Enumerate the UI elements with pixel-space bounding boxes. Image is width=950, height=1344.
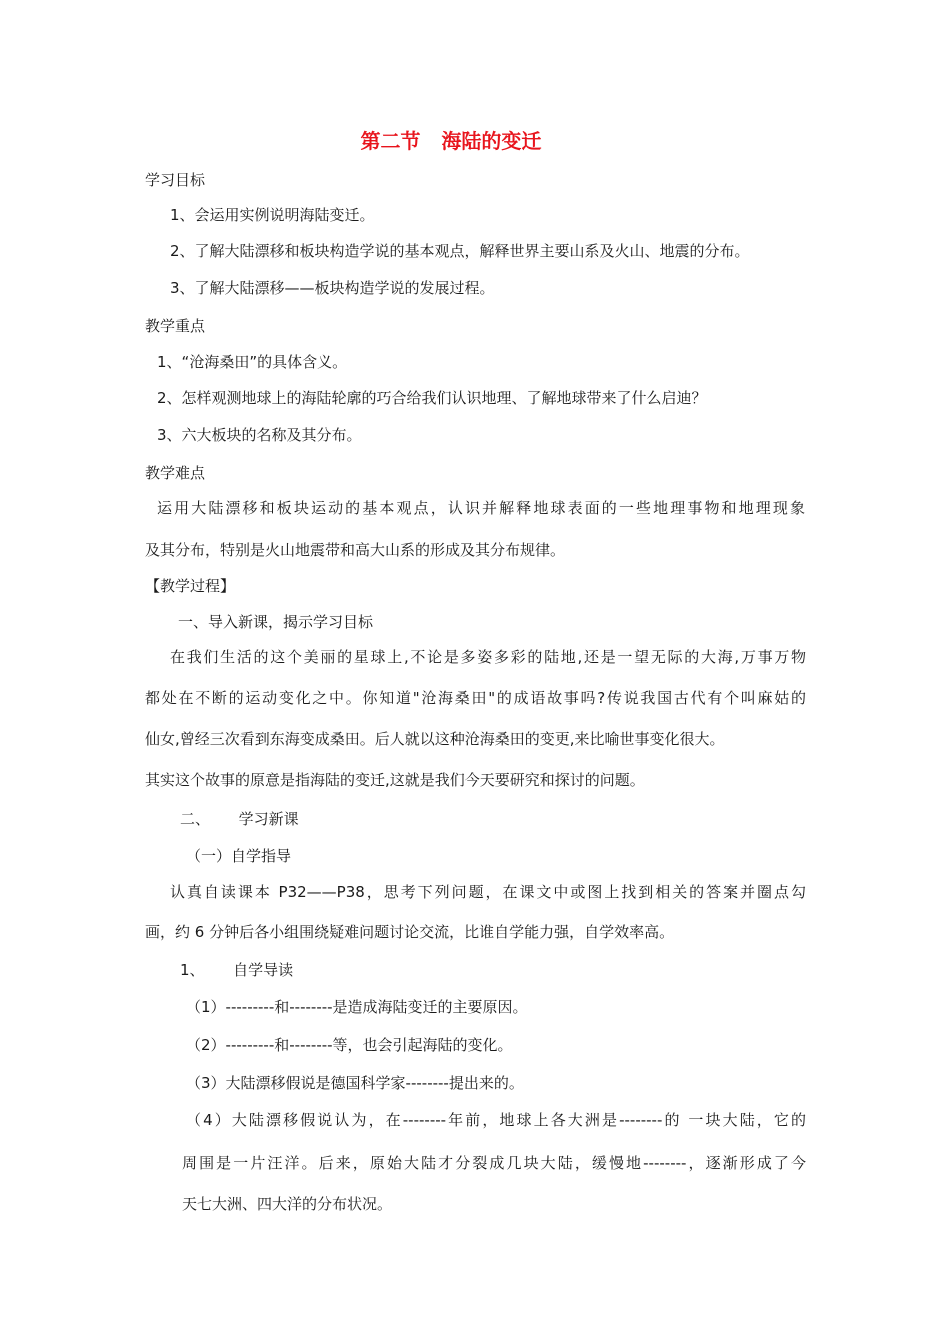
section1-heading: 一、导入新课，揭示学习目标 bbox=[178, 613, 374, 631]
key-point-item-2: 2、怎样观测地球上的海陆轮廓的巧合给我们认识地理、了解地球带来了什么启迪？ bbox=[157, 389, 707, 407]
self-study-heading: （一）自学指导 bbox=[186, 847, 292, 865]
self-study-line-1: 认真自读课本 P32——P38，思考下列问题，在课文中或图上找到相关的答案并圈点勾 bbox=[170, 883, 806, 901]
reading-guide-heading: 1、 自学导读 bbox=[180, 961, 294, 979]
section2-heading: 二、 学习新课 bbox=[180, 810, 299, 828]
question-1: （1）---------和--------是造成海陆变迁的主要原因。 bbox=[186, 998, 528, 1016]
objective-item-1: 1、会运用实例说明海陆变迁。 bbox=[170, 206, 375, 224]
process-heading: 【教学过程】 bbox=[145, 577, 236, 595]
key-point-item-3: 3、六大板块的名称及其分布。 bbox=[157, 426, 362, 444]
objective-item-3: 3、了解大陆漂移——板块构造学说的发展过程。 bbox=[170, 279, 495, 297]
section1-line-1: 在我们生活的这个美丽的星球上,不论是多姿多彩的陆地,还是一望无际的大海,万事万物 bbox=[170, 648, 806, 666]
objective-item-2: 2、了解大陆漂移和板块构造学说的基本观点，解释世界主要山系及火山、地震的分布。 bbox=[170, 242, 750, 260]
difficulties-heading: 教学难点 bbox=[145, 464, 206, 482]
section1-line-3: 仙女,曾经三次看到东海变成桑田。后人就以这种沧海桑田的变更,来比喻世事变化很大。 bbox=[145, 730, 725, 748]
self-study-line-2: 画，约 6 分钟后各小组围绕疑难问题讨论交流，比谁自学能力强，自学效率高。 bbox=[145, 923, 675, 941]
question-4-line-3: 天七大洲、四大洋的分布状况。 bbox=[182, 1195, 393, 1213]
question-3: （3）大陆漂移假说是德国科学家--------提出来的。 bbox=[186, 1074, 524, 1092]
objectives-heading: 学习目标 bbox=[145, 171, 206, 189]
question-4: （4）大陆漂移假说认为，在--------年前，地球上各大洲是--------的 一块大陆，它的 bbox=[186, 1111, 806, 1129]
question-2: （2）---------和--------等，也会引起海陆的变化。 bbox=[186, 1036, 513, 1054]
key-point-item-1: 1、“沧海桑田”的具体含义。 bbox=[157, 353, 348, 371]
difficulties-line-1: 运用大陆漂移和板块运动的基本观点，认识并解释地球表面的一些地理事物和地理现象 bbox=[157, 499, 805, 517]
key-points-heading: 教学重点 bbox=[145, 317, 206, 335]
question-4-line-2: 周围是一片汪洋。后来，原始大陆才分裂成几块大陆，缓慢地--------，逐渐形成了今 bbox=[182, 1154, 806, 1172]
section1-line-4: 其实这个故事的原意是指海陆的变迁,这就是我们今天要研究和探讨的问题。 bbox=[145, 771, 645, 789]
difficulties-line-2: 及其分布，特别是火山地震带和高大山系的形成及其分布规律。 bbox=[145, 541, 566, 559]
section1-line-2: 都处在不断的运动变化之中。你知道"沧海桑田"的成语故事吗?传说我国古代有个叫麻姑的 bbox=[145, 689, 806, 707]
page-title: 第二节 海陆的变迁 bbox=[360, 129, 542, 153]
